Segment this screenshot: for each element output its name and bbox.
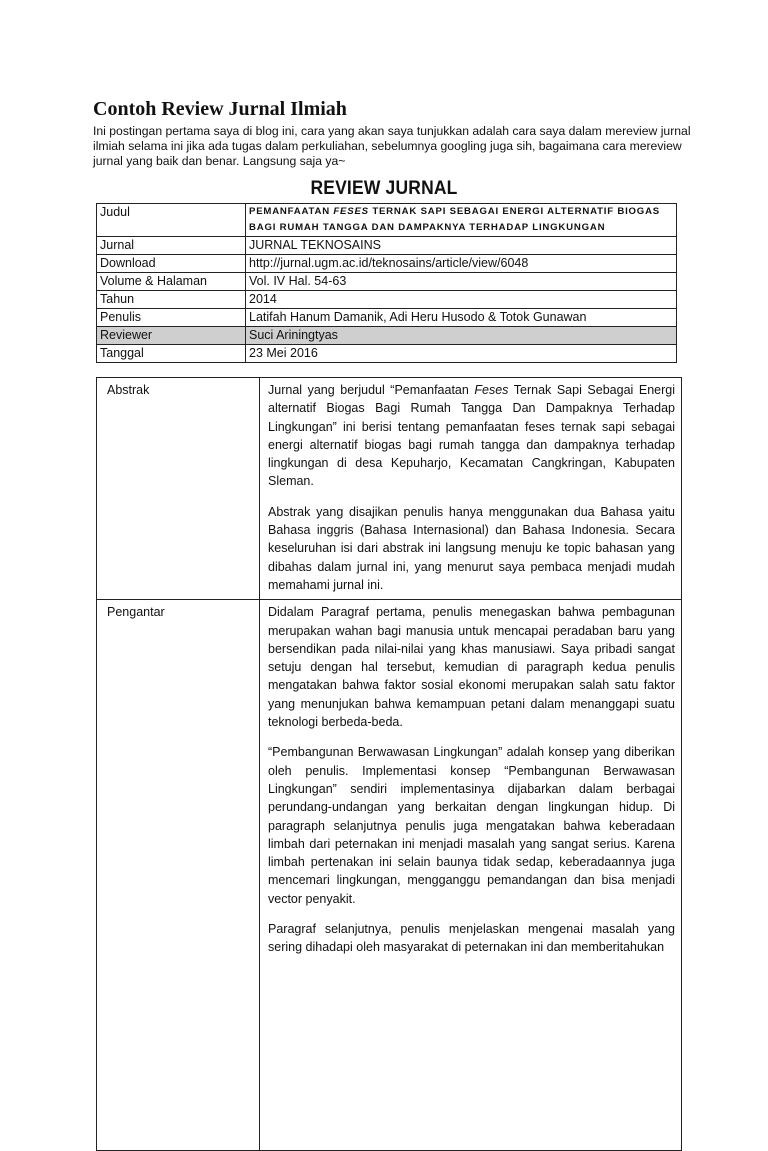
row-pengantar — [97, 600, 682, 1151]
pengantar-paragraph-2: “Pembangunan Berwawasan Lingkungan” adalah konsep yang diberikan oleh penulis. Implementasi konsep “Pembangunan Berwawasan Lingkungan” sendiri implementasinya dijabarkan dalam berbagai perundang-undangan yang berkaitan dengan lingkungan hidup. Di paragraph selanjutnya penulis juga mengatakan bahwa keberadaan limbah dari peternakan ini menjadi masalah yang sangat serius. Karena limbah pertenakan ini selain baunya tidak sedap, keberadaannya juga mencemari lingkungan, mengganggu pemandangan dan bisa menjadi vector penyakit. — [268, 745, 675, 906]
pengantar-paragraph-1: Didalam Paragraf pertama, penulis menegaskan bahwa pembagunan merupakan wahan bagi manusia untuk mencapai peradaban baru yang bersendikan pada nilai-nilai yang khas manusiawi. Saya pribadi sangat setuju dengan hal tersebut, kemudian di paragraph kedua penulis mengatakan bahwa faktor sosial ekonomi merupakan salah satu faktor yang menunjukan bahwa kemampuan petani dalam menanggapi suatu teknologi berbeda-beda. — [268, 605, 675, 730]
jurnal-label: Jurnal — [97, 237, 246, 255]
judul-text-italic: FESES — [333, 206, 369, 217]
judul-value — [246, 204, 677, 237]
reviewer-label: Reviewer — [97, 327, 246, 345]
download-link: http://jurnal.ugm.ac.id/teknosains/article/view/6048 — [246, 255, 677, 273]
judul-text-1: PEMANFAATAN — [249, 206, 334, 217]
row-volume — [97, 273, 677, 291]
abstrak-content — [260, 378, 682, 600]
row-abstrak — [97, 378, 682, 600]
row-jurnal — [97, 237, 677, 255]
volume-value: Vol. IV Hal. 54-63 — [246, 273, 677, 291]
reviewer-value: Suci Ariningtyas — [246, 327, 677, 345]
pengantar-label: Pengantar — [97, 600, 260, 1151]
tahun-value: 2014 — [246, 291, 677, 309]
row-download — [97, 255, 677, 273]
tanggal-value: 23 Mei 2016 — [246, 345, 677, 363]
jurnal-value: JURNAL TEKNOSAINS — [246, 237, 677, 255]
row-penulis — [97, 309, 677, 327]
judul-text-2: TERNAK SAPI SEBAGAI ENERGI ALTERNATIF BIOGAS BAGI RUMAH TANGGA DAN DAMPAKNYA TERHADAP LINGKUNGAN — [249, 206, 660, 233]
abstrak-paragraph-1 — [268, 381, 675, 491]
abstrak-p1-text-a: Jurnal yang berjudul “Pemanfaatan — [268, 383, 475, 397]
row-judul — [97, 204, 677, 237]
pengantar-clip — [268, 603, 675, 1145]
pengantar-paragraph-3: Paragraf selanjutnya, penulis menjelaskan mengenai masalah yang sering dihadapi oleh masyarakat di peternakan ini dan memberitahukan — [268, 922, 675, 955]
review-heading: REVIEW JURNAL — [310, 178, 458, 199]
abstrak-label: Abstrak — [97, 378, 260, 600]
penulis-value: Latifah Hanum Damanik, Adi Heru Husodo & Totok Gunawan — [246, 309, 677, 327]
tahun-label: Tahun — [97, 291, 246, 309]
judul-label: Judul — [97, 204, 246, 237]
penulis-label: Penulis — [97, 309, 246, 327]
tanggal-label: Tanggal — [97, 345, 246, 363]
review-sections-table — [96, 377, 682, 1151]
post-intro: Ini postingan pertama saya di blog ini, cara yang akan saya tunjukkan adalah cara saya dalam mereview jurnal ilmiah selama ini jika ada tugas dalam perkuliahan, sebelumnya googling juga sih, bagaimana cara mereview jurnal yang baik dan benar. Langsung saja ya~ — [93, 124, 691, 168]
abstrak-p1-text-b: Ternak Sapi Sebagai Energi alternatif Biogas Bagi Rumah Tangga Dan Dampaknya Terhadap Lingkungan” ini berisi tentang pemanfaatan feses ternak sapi sebagai energi alternatif biogas bagi rumah tangga dan dampaknya terhadap lingkungan di desa Kepuharjo, Kecamatan Cangkringan, Kabupaten Sleman. — [268, 383, 675, 489]
download-label: Download — [97, 255, 246, 273]
journal-info-table — [96, 203, 677, 363]
abstrak-p1-italic: Feses — [474, 383, 509, 397]
row-tahun — [97, 291, 677, 309]
pengantar-content — [260, 600, 682, 1151]
row-reviewer — [97, 327, 677, 345]
volume-label: Volume & Halaman — [97, 273, 246, 291]
row-tanggal — [97, 345, 677, 363]
post-title: Contoh Review Jurnal Ilmiah — [93, 98, 347, 120]
abstrak-paragraph-2: Abstrak yang disajikan penulis hanya menggunakan dua Bahasa yaitu Bahasa inggris (Bahasa Internasional) dan Bahasa Indonesia. Secara keseluruhan isi dari abstrak ini langsung menuju ke topic bahasan yang dibahas dalam jurnal ini, yang menurut saya pembaca menjadi mudah memahami jurnal ini. — [268, 504, 675, 592]
